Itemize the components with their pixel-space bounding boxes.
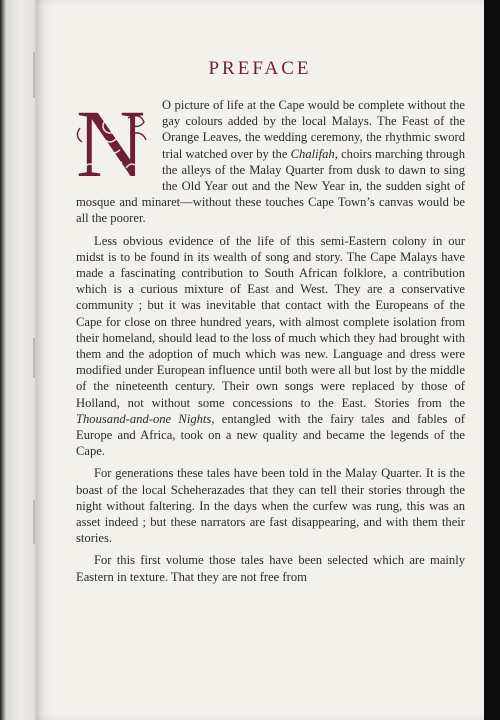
chalifah-italic: Chalifah <box>290 146 335 161</box>
thousand-and-one-nights-italic: Thousand-and-one Nights <box>76 411 212 426</box>
paragraph-1-part-2: , choirs marching through the alleys of the Malay Quarter from dusk to dawn to sing the Old Year out and the New Year in, the sudden sight of mosque and minaret—without these touches Cape Town’s canvas would be all the poorer. <box>76 146 465 226</box>
paragraph-2 <box>76 233 465 460</box>
facing-page-edge <box>0 0 36 720</box>
page-heading: PREFACE <box>208 58 312 79</box>
paragraph-4 <box>76 552 465 584</box>
preface-text <box>76 97 465 585</box>
binding-stitch <box>33 52 35 98</box>
dropcap-letter: N <box>76 98 146 184</box>
illuminated-dropcap-n <box>70 98 156 184</box>
paragraph-2-part-1: Less obvious evidence of the life of this semi-Eastern colony in our midst is to be found in its wealth of song and story. The Cape Malays have made a fascinating contribution to South African folklore, a contribution which is a curious mixture of East and West. They are a conservative community ; but it was inevitable that contact with the Europeans of the Cape for close on three hundred years, with almost complete isolation from their homeland, should lead to the loss of much which they had brought with them and the adoption of much which was new. Language and dress were modified under European influence until both were all but lost by the middle of the nineteenth century. Their own songs were replaced by those of Holland, not without some concessions to the East. Stories from the <box>76 233 465 410</box>
binding-stitch <box>33 500 35 544</box>
background-shadow <box>484 0 500 720</box>
paragraph-3 <box>76 465 465 546</box>
paragraph-4-text: For this first volume those tales have been selected which are mainly Eastern in texture. That they are not free from <box>76 553 465 584</box>
paragraph-3-text: For generations these tales have been told in the Malay Quarter. It is the boast of the local Scheherazades that they can tell their stories through the night without faltering. In the days when the curfew was rung, this was an asset indeed ; but these narrators are fast disappearing, and with them their stories. <box>76 466 465 546</box>
paragraph-2-part-2: , entangled with the fairy tales and fables of Europe and Africa, took on a new quality and became the legends of the Cape. <box>76 411 465 459</box>
binding-stitch <box>33 338 35 378</box>
book-page <box>36 0 484 720</box>
paragraph-1-part-1: O picture of life at the Cape would be complete without the gay colours added by the local Malays. The Feast of the Orange Leaves, the wedding ceremony, the rhythmic sword trial watched over by the <box>162 98 465 161</box>
dropcap-ornament-icon <box>70 98 156 184</box>
